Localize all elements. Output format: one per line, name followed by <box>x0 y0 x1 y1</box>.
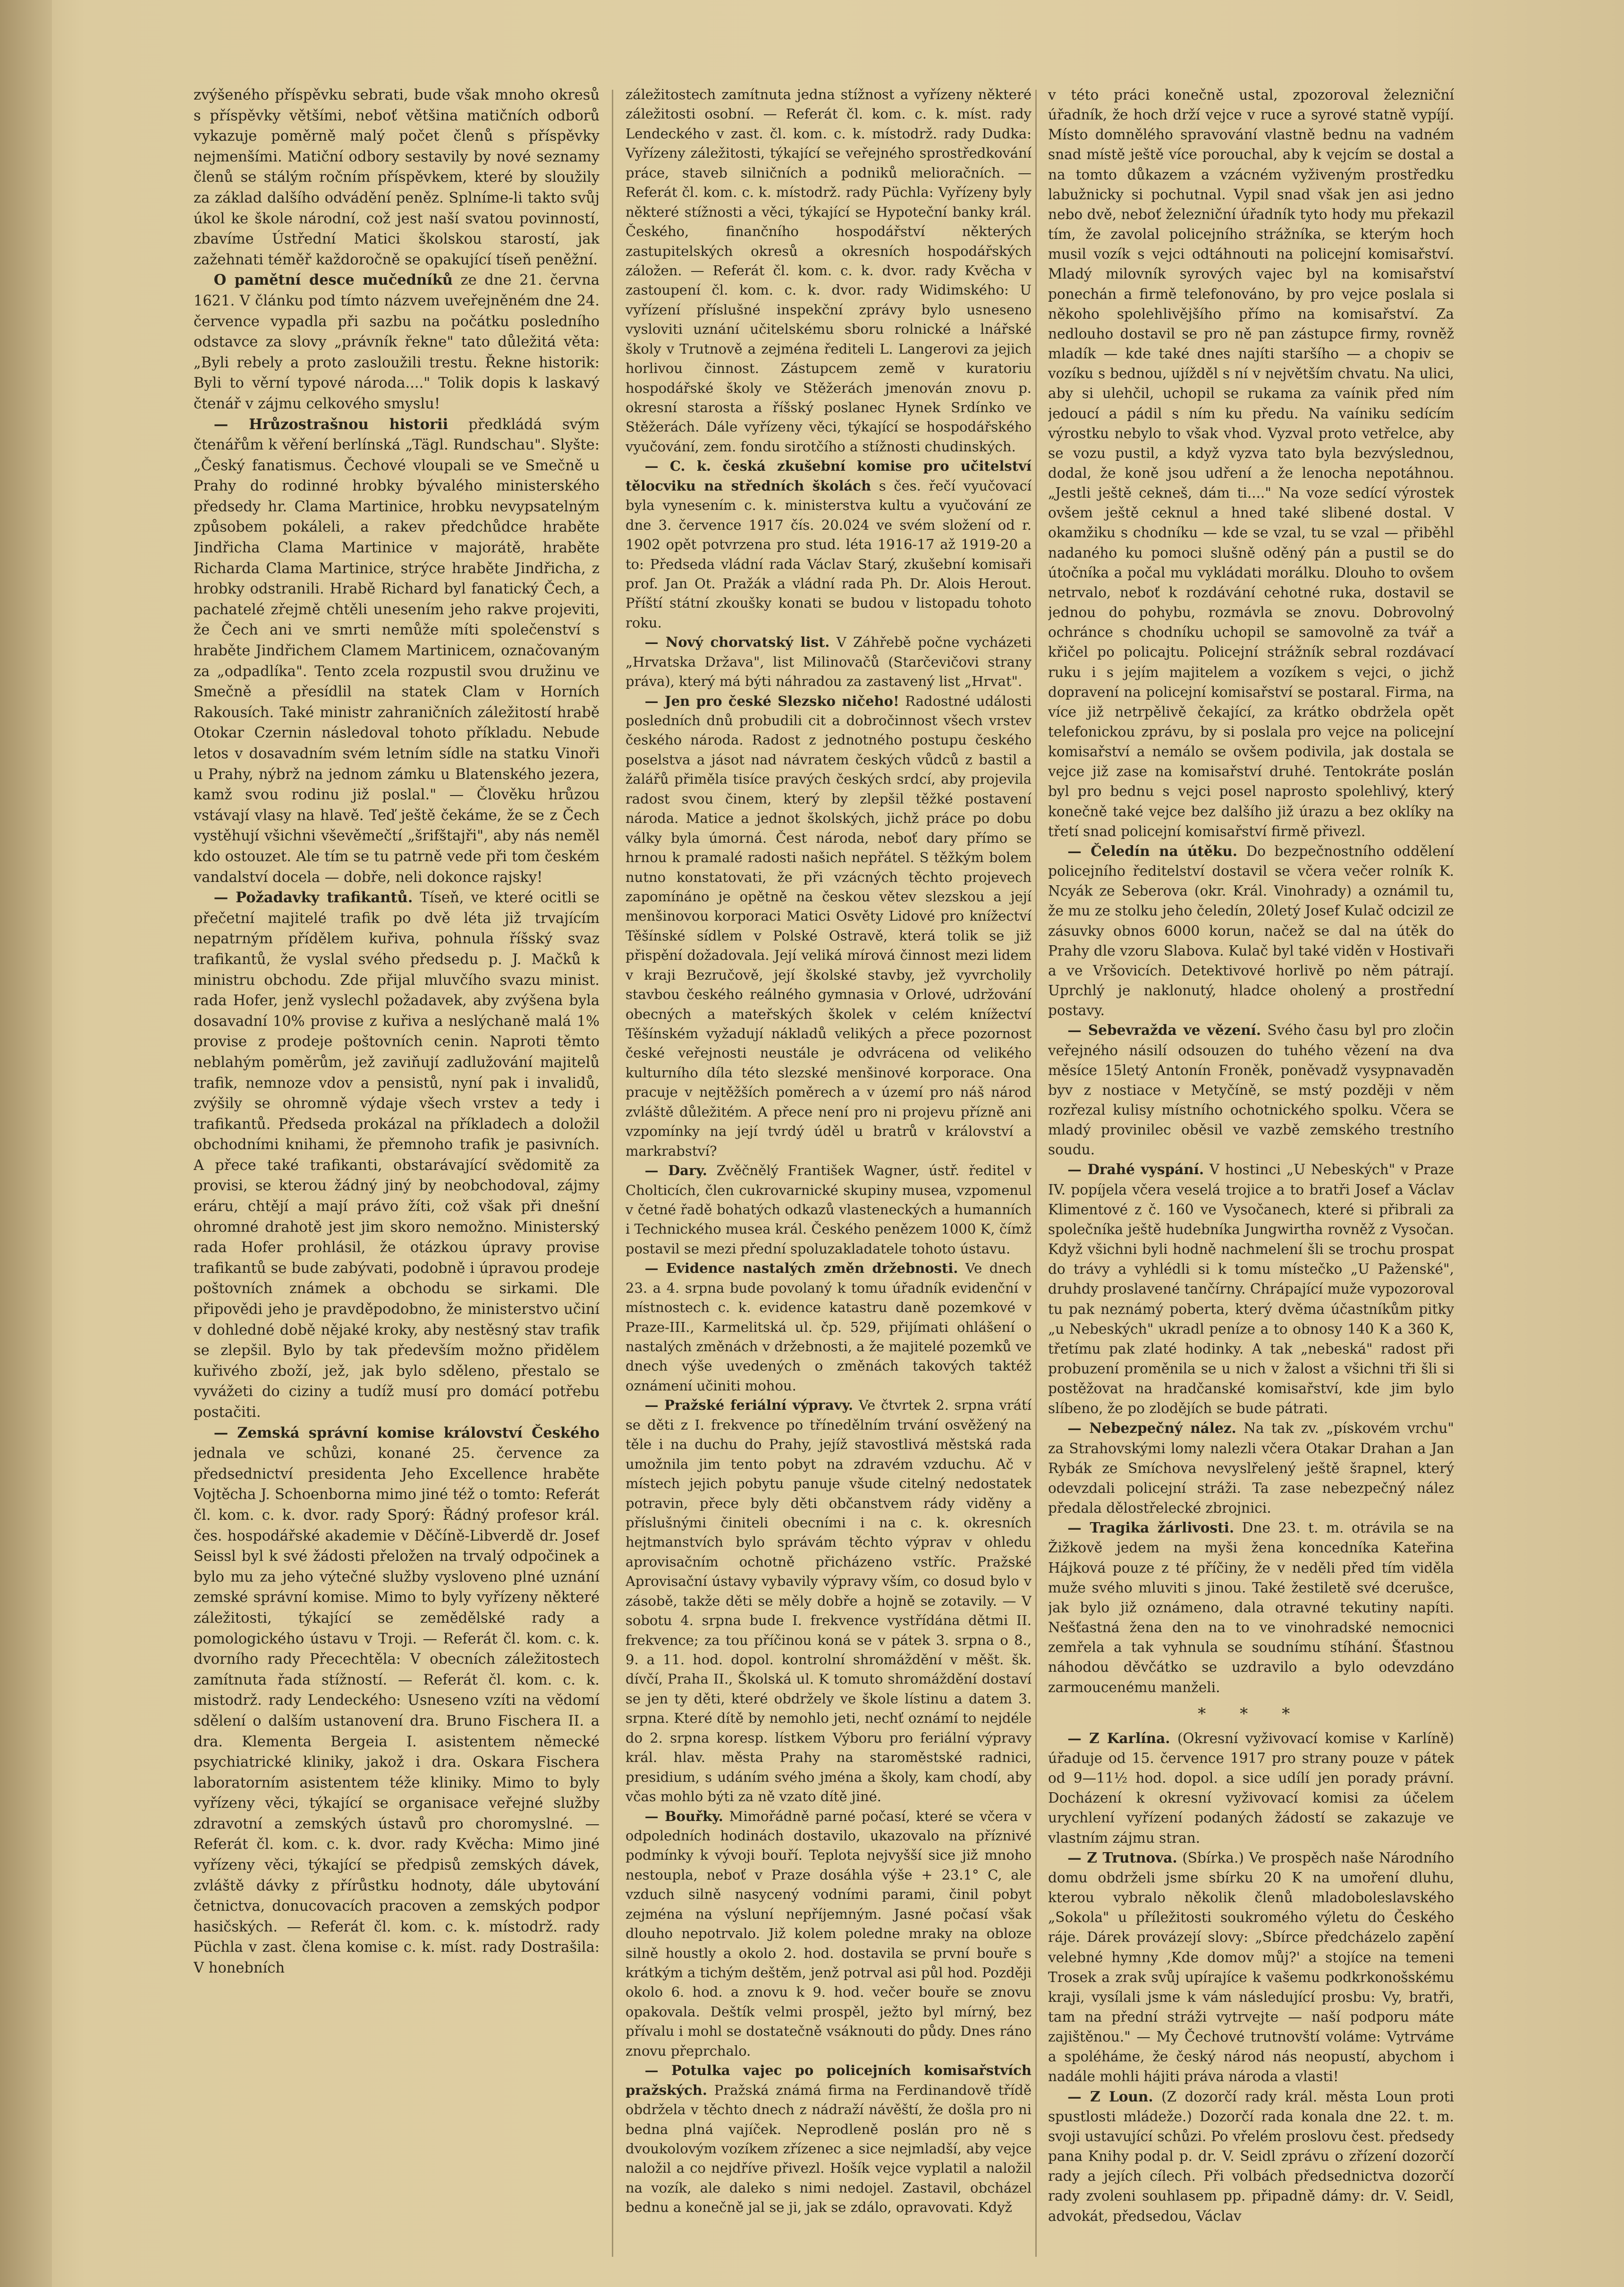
article-body: Pražská známá firma na Ferdinandově třídě obdržela v těchto dnech z nádraží návěští, že došla pro ni bedna plná vajíček. Neprodleně poslán pro ně s dvoukolovým vozíkem zřízenec a sice nejmladší, aby vejce naložil a co nejdříve přivezl. Hošík vejce vyplatil a naložil na vozík, ale daleko s nimi nedojel. Zastavil, obcházel bednu a konečně jal se ji, jak se zdálo, opravovati. Když <box>626 2082 1032 2216</box>
article-body: Do bezpečnostního oddělení policejního ředitelství dostavil se včera večer rolník K. Ncyák ze Seberova (okr. Král. Vinohrady) a oznámil tu, že mu ze stolku jeho čeledín, 20letý Josef Kulač odcizil ze zásuvky obnos 6000 korun, načež se dal na útěk do Prahy dle vzoru Slabova. Kulač byl také viděn v Hostivaři a ve Vršovicích. Detektivové horlivě po něm pátrají. Uprchlý je naklonutý, hladce oholený a prostřední postavy. <box>1048 843 1454 1019</box>
article-body: Mimořádně parné počasí, které se včera v odpoledních hodinách dostavilo, ukazovalo na příznivé podmínky k vývoji bouří. Teplota nejvyšší sice již mnoho nestoupla, neboť v Praze dosáhla výše + 23.1° C, ale vzduch silně nasycený vodními parami, činil pobyt zejména na výsluní nepříjemným. Jasné počasí však dlouho nepotrvalo. Již kolem poledne mraky na obloze silně houstly a okolo 2. hod. dostavila se první bouře s krátkým a tichým deštěm, jenž potrval asi půl hod. Později okolo 6. hod. a znovu k 9. hod. večer bouře se znovu opakovala. Deštík velmi prospěl, ježto byl mírný, bez přívalu i mohl se dostatečně vsáknouti do půdy. Dnes ráno znovu přeprchalo. <box>626 1808 1032 2059</box>
article-headline: — C. k. česká zkušební komise pro učitelství tělocviku na středních školách <box>626 458 1032 494</box>
article-jealousy <box>1048 1518 1454 1697</box>
article-headline: — Potulka vajec po policejních komisařstvích pražských. <box>626 2062 1032 2098</box>
article-body: Svého času byl pro zločin veřejného násilí odsouzen do tuhého vězení na dva měsíce 15letý Antonín Froněk, poněvadž vysypnavaděn byv z nostiace v Metyčíně, se mstý později v něm rozřezal kulisy místního ochotnického spolku. Včera se mladý provinilec oběsil ve vazbě zemského trestního soudu. <box>1048 1022 1454 1158</box>
article-headline: — Z Loun. <box>1067 2088 1153 2105</box>
article-louny <box>1048 2087 1454 2226</box>
article-headline: O pamětní desce mučedníků <box>213 271 453 289</box>
column-2 <box>626 85 1032 2266</box>
article-body: Na tak zv. „pískovém vrchu" za Strahovskými lomy nalezli včera Otakar Drahan a Jan Rybák ze Smíchova nevyslřelený ještě šrapnel, který odevzdali policejní stráži. Ta zase nebezpečný nález předala dělostřelecké zbrojnici. <box>1048 1420 1454 1516</box>
article-horror-story <box>194 415 600 888</box>
article-headline: — Požadavky trafikantů. <box>213 889 413 906</box>
article-body: V hostinci „U Nebeských" v Praze IV. popíjela včera veselá trojice a to bratři Josef a Václav Klimentové z č. 160 ve Vysočanech, které si přibrali za společníka ještě hudebníka Jungwirtha rovněž z Vysočan. Když všichni byli hodně nachmelení šli se trochu prospat do trávy a vyhlédli si k tomu místečko „U Paženské", druhdy proslavené tančírny. Chrápající muže vypozoroval tu pak neznámý poberta, který dvěma účastníkům pitky „u Nebeských" ukradl peníze a to obnosy 140 K a 360 K, třetímu pak zlaté hodinky. A tak „nebeská" radost při probuzení proměnila se u nich v žalost a všichni tři šli si postěžovat na hradčanské komisařství, kde jim bylo slíbeno, že po zlodějích se bude pátrati. <box>1048 1161 1454 1417</box>
article-headline: — Nový chorvatský list. <box>644 634 830 651</box>
article-body: s čes. řečí vyučovací byla vynesením c. k. ministerstva kultu a vyučování ze dne 3. července 1917 čís. 20.024 ve svém složení od r. 1902 opět potvrzena pro stud. léta 1916-17 až 1919-20 a to: Předseda vládní rada Václav Starý, zkušební komisaři prof. Jan Ot. Pražák a vládní rada Ph. Dr. Alois Herout. Příští státní zkoušky konati se budou v listopadu tohoto roku. <box>626 477 1032 631</box>
article-land-registry <box>626 1259 1032 1396</box>
article-exam-commission <box>626 457 1032 633</box>
article-storms <box>626 1807 1032 2061</box>
article-body: Ve dnech 23. a 4. srpna bude povolaný k tomu úřadník evidenční v místnostech c. k. evidence katastru daně pozemkové v Praze-III., Karmelitská ul. čp. 529, přijímati ohlášení o nastalých změnách v držebnosti, a že majitelé pozemků ve dnech výše uvedených o změnách takových taktéž oznámení učiniti mohou. <box>626 1260 1032 1394</box>
article-silesia <box>626 692 1032 1161</box>
article-body: (Z dozorčí rady král. města Loun proti spustlosti mládeže.) Dozorčí rada konala dne 22. t. m. svoji ustavující schůzi. Po vřelém proslovu čest. předsedy pana Knihy podal p. dr. V. Seidl zprávu o zřízení dozorčí rady a jejích cílech. Při volbách předsednictva dozorčí rady zvoleni souhlasem pp. připadně dámy: dr. V. Seidl, advokát, předsedou, Václav <box>1048 2088 1454 2224</box>
article-body: Ve čtvrtek 2. srpna vrátí se děti z I. frekvence po třínedělním trvání osvěžený na těle i na duchu do Prahy, jejíž stavostlivá městská rada umožnila jim tento pobyt na zdravém vzduchu. Ač v místech jejich pobytu panuje všude citelný nedostatek potravin, přece byly děti občanstvem rády viděny a příslušnými činiteli obecními i na c. k. okresních hejtmanstvích bylo správám těchto výprav v ohledu aprovisačním ochotně přicházeno vstříc. Pražské Aprovisační ústavy vybavily výpravy vším, co dosud bylo v zásobě, takže děti se měly dobře a hojně se zotavily. — V sobotu 4. srpna bude I. frekvence vystřídána dětmi II. frekvence; za tou příčinou koná se v pátek 3. srpna o 8., 9. a 11. hod. dopol. kontrolní shromáždění v měšt. šk. dívčí, Praha II., Školská ul. K tomuto shromáždění dostaví se jen ty děti, které obdržely ve škole lístinu a datem 3. srpna. Které dítě by nemohlo jeti, nechť oznámí to nejdéle do 2. srpna koresp. lístkem Výboru pro feriální výpravy král. hlav. města Prahy na staroměstské radnici, presidium, s udáním svého jména a školy, kam chodí, aby včas mohlo býti za ně vzato dítě jiné. <box>626 1397 1032 1805</box>
article-tobacconists <box>194 888 600 1423</box>
column-1 <box>194 85 600 2266</box>
article-headline: — Nebezpečný nález. <box>1067 1420 1236 1437</box>
page-binding-edge <box>0 0 52 2287</box>
article-prison-suicide <box>1048 1020 1454 1160</box>
article-dangerous-find <box>1048 1418 1454 1518</box>
article-body: Tíseň, ve které ocitli se přečetní majitelé trafik po dvě léta již trvajícím nepatrným přídělem kuřiva, pohnula říšský svaz trafikantů, že vyslal svého předsedu p. J. Mačků k ministru obchodu. Zde přijal mluvčího svazu minist. rada Hofer, jenž vyslechl požadavek, aby zvýšena byla dosavadní 10% provise z kuřiva a neslýchaně malá 1% provise z prodeje poštovních cenin. Naproti těmto neblahým poměrům, jež zaviňují zadlužování majitelů trafik, nemnoze vdov a pensistů, nyní pak i invalidů, zvýšily se ohromně výdaje všech vrstev a tedy i trafikantů. Předseda prokázal na příkladech a doložil obchodními knihami, že přemnoho trafik je pasivních. A přece také trafikanti, obstarávající svědomitě za provisi, se kterou žádný jiný by neobchodoval, zájmy eráru, chtějí a mají právo žíti, což však při dnešní ohromné drahotě jest jim skoro nemožno. Ministerský rada Hofer prohlásil, že otázkou úpravy provise trafikantů se bude zabývati, podobně i úpravou prodeje poštovních známek a obchodu se sirkami. Dle připovědi jeho je pravděpodobno, že ministerstvo učiní v dohledné době nějaké kroky, aby nestěsný stav trafik se zlepšil. Bylo by tak především možno přidělem kuřivého zboží, jež, jak bylo sděleno, přestalo se vyvážeti do ciziny a tudíž musí pro domácí potřebu postačiti. <box>194 889 600 1421</box>
article-farmhand <box>1048 841 1454 1020</box>
article-body: ze dne 21. června 1621. V článku pod tímto názvem uveřejněném dne 24. července vypadla při sazbu na počátku posledního odstavce za slovy „právník řekne" tato důležitá věta: „Byli rebely a proto zasloužili trestu. Řekne historik: Byli to věrní typové národa...." Tolik dopis k laskavý čtenář v zájmu celkového smyslu! <box>194 272 600 412</box>
article-paragraph: záležitostech zamítnuta jedna stížnost a vyřízeny některé záležitosti osobní. — Referát čl. kom. c. k. míst. rady Lendeckého v zast. čl. kom. c. k. místodrž. rady Dudka: Vyřízeny záležitosti, týkající se veřejného sprostředkování práce, staveb silničních a podniků melioračních. — Referát čl. kom. c. k. místodrž. rady Püchla: Vyřízeny byly některé stížnosti a věci, týkající se Hypoteční banky král. Českého, finančního hospodářství některých zastupitelských okresů a okresních hospodářských záložen. — Referát čl. kom. c. k. dvor. rady Kvěcha v zastoupení čl. kom. c. k. dvor. rady Widimského: U vyřízení příslušné inspekční zprávy bylo usneseno vysloviti uznání učitelskému sboru rolnické a lnářské školy v Trutnově a zejména řediteli L. Langerovi za jejich horlivou činnost. Zástupcem země v kuratoriu hospodářské školy ve Stěžerách jmenován znovu p. okresní starosta a říšský poslanec Hynek Srdínko ve Stěžerách. Dále vyřízeny věci, týkající se hospodářského vyučování, zem. fondu sirotčího a stížnosti chudinských. <box>626 86 1032 455</box>
article-holiday-trips <box>626 1396 1032 1806</box>
article-headline: — Čeledín na útěku. <box>1067 842 1238 859</box>
article-body: Dne 23. t. m. otrávila se na Žižkově jedem na myši žena koncedníka Kateřina Hájková pouze z té příčiny, že v neděli před tím viděla muže svého mluviti s jinou. Také žestiletě své dcerušce, jak bylo již oznámeno, dala otravné tekutiny napíti. Nešťastná žena den na to ve vinohradské nemocnici zemřela a tak vyhnula se soudnímu stíhání. Šťastnou náhodou děvčátko se uzdravilo a bylo odevzdáno zarmoucenému manželi. <box>1048 1520 1454 1695</box>
article-body: jednala ve schůzi, konané 25. července za předsednictví presidenta Jeho Excellence hraběte Vojtěcha J. Schoenborna mimo jiné též o tomto: Referát čl. kom. c. k. dvor. rady Sporý: Řádný profesor král. čes. hospodářské akademie v Děčíně-Libverdě dr. Josef Seissl byl k své žádosti přeložen na trvalý odpočinek a bylo mu za jeho výtečné služby vysloveno plné uznání zemské správní komise. Mimo to byly vyřízeny některé záležitosti, týkající se zemědělské rady a pomologického ústavu v Troji. — Referát čl. kom. c. k. dvorního rady Přecechtěla: V obecních záležitostech zamítnuta řada stížností. — Referát čl. kom. c. k. mistodrž. rady Lendeckého: Usneseno vzíti na vědomí sdělení o dalším ustanovení dra. Bruno Fischera II. a dra. Klementa Bergeia I. asistentem německé psychiatrické kliniky, jakož i dra. Oskara Fischera laboratorním asistentem téže kliniky. Mimo to byly vyřízeny věci, týkající se organisace veřejné služby zdravotní a zemských ústavů pro choromyslné. — Referát čl. kom. c. k. dvor. rady Kvěcha: Mimo jiné vyřízeny věci, týkající se předpisů zemských dávek, zvláště dávky z přírůstku hodnoty, dále ubytování četnictva, donucovacích pracoven a zemských podpor hasičských. — Referát čl. kom. c. k. místodrž. rady Püchla v zast. člena komise c. k. míst. rady Dostrašila: V honebních <box>194 1445 600 1977</box>
article-expensive-nap <box>1048 1160 1454 1418</box>
article-headline: — Dary. <box>644 1162 707 1179</box>
article-headline: — Bouřky. <box>644 1808 724 1824</box>
article-body: Zvěčnělý František Wagner, ústř. ředitel v Cholticích, člen cukrovarnické skupiny musea, vzpomenul v četné řadě bohatých odkazů vlasteneckých a humanních i Technického musea král. Českého penězem 1000 K, čímž postavil se mezi přední spoluzakladatele tohoto ústavu. <box>626 1162 1032 1257</box>
article-headline: — Drahé vyspání. <box>1067 1161 1204 1178</box>
article-headline: — Zemská správní komise království Českého <box>213 1424 600 1441</box>
article-trutnov <box>1048 1848 1454 2087</box>
article-paragraph: v této práci konečně ustal, zpozoroval železniční úřadník, že hoch drží vejce v ruce a syrové statně vypíjí. Místo domnělého spravování vlastně bednu na vadném snad místě ještě více porouchal, aby k vejcím se dostal a na tomto důkazem a vzácném vyživeným prostředku labužnicky si pochutnal. Vypil snad však jen asi jedno nebo dvě, neboť železniční úřadník tyto hody mu překazil tím, že zavolal policejního strážníka, se kterým hoch musil vozík s vejci odtáhnouti na policejní komisařství. Mladý milovník syrových vajec byl na komisařství ponechán a firmě telefonováno, by pro vejce poslala si někoho spolehlivějšího přímo na komisařství. Za nedlouho dostavil se pro ně pan zástupce firmy, rovněž mladík — kde také dnes najíti staršího — a chopiv se vozíku s bednou, ujížděl s ní v největším chvatu. Na ulici, aby si ulehčil, uchopil se rukama za vaínik před ním jedoucí a pádil s ním ku předu. Na vaíniku sedícím výrostku nebylo to však vhod. Vyzval proto vetřelce, aby se vozu pustil, a když vyzva tato byla bezvýslednou, dodal, že koně jsou udření a že lenocha nepotáhnou. „Jestli ještě cekneš, dám ti...." Na voze sedící výrostek ovšem ještě ceknul a hned také slibené dostal. V okamžiku s chodníku — kde se vzal, tu se vzal — přiběhl nadaného ku pomoci slušně oděný pán a pustil se do útočníka a počal mu vykládati morálku. Dlouho to ovšem netrvalo, neboť k rozdávání cehotné ruka, dostavil se jednou do pohybu, rozmávla se znovu. Dobrovolný ochránce s chodníku uchopil se samovolně za tvář a křičel po policajtu. Policejní strážník sebral rozdávací ruku i s jejím majitelem a vozíkem s vejci, o jichž dopravení na policejní komisařství se postaral. Firma, na více již netrpělivě čekající, za krátko obdržela opět telefonickou zprávu, by si poslala pro vejce na policejní komisařství a nemálo se ovšem podivila, jak dostala se vejce již zase na komisařství druhé. Tentokráte poslán byl pro bednu s vejci posel naprosto spolehlivý, který konečně také vejce bez dalšího již úrazu a bez oklíky na třetí snad policejní komisařství firmě přivezl. <box>1048 87 1454 839</box>
article-body: V Záhřebě počne vycházeti „Hrvatska Država", list Milinovačů (Starčevičovi strany práva), který má býti náhradou za zastavený list „Hrvat". <box>626 634 1032 690</box>
column-rule-1 <box>612 90 613 2257</box>
article-headline: — Hrůzostrašnou historii <box>213 415 448 433</box>
article-memorial-plaque <box>194 270 600 414</box>
article-donations <box>626 1161 1032 1259</box>
article-headline: — Sebevražda ve vězení. <box>1067 1022 1261 1039</box>
article-headline: — Jen pro české Slezsko ničeho! <box>644 693 899 709</box>
article-headline: — Evidence nastalých změn držebnosti. <box>644 1260 958 1277</box>
article-paragraph: zvýšeného příspěvku sebrati, bude však mnoho okresů s příspěvky většími, neboť většina matičních odborů vykazuje poměrně malý počet členů s příspěvky nejmenšími. Matiční odbory sestavily by nové seznamy členů se stálým ročním příspěvkem, které by sloužily za základ dalšího odvádění peněz. Splníme-li takto svůj úkol ke škole národní, což jest naší svatou povinností, zbavíme Ústřední Matici školskou starostí, jak zažehnati téměř každoročně se opakující tíseň peněžní. <box>194 87 600 268</box>
article-body: Radostné události posledních dnů probudili cit a dobročinnost všech vrstev českého národa. Radost z jednotného postupu českého poselstva a jásot nad návratem českých vůdců z bastil a žalářů přiměla tisíce pravých českých srdcí, aby projevila radost svou činem, který by zlepšil těžké postavení národa. Matice a jednot školských, jichž práce po dobu války byla úmorná. Čest národa, neboť dary přímo se hrnou k pramalé radosti našich nepřátel. S těžkým bolem nutno konstatovati, že při vzácných těchto projevech zapomínáno je opětně na českou větev slezskou a její menšinovou korporaci Matici Osvěty Lidové pro knížectví Těšínské sídlem v Polské Ostravě, která tolik se již přispění dožadovala. Její veliká mírová činnost mezi lidem v kraji Bezručově, její školské stavby, jež vyvrcholily stavbou českého reálného gymnasia v Orlové, udržování obecných a mateřských školek v celém knížectví Těšínském vyžadují nákladů velikých a přece pozornost české veřejnosti neustále je odvrácena od velikého kulturního díla této slezské menšinové korporace. Ona pracuje v nejtěžších poměrech a v území pro náš národ zvláště důležitém. A přece není pro ni projevu přízně ani vzpomínky na její tvrdý úděl u bratrů v království a markrabství? <box>626 693 1032 1159</box>
article-headline: — Pražské feriální výpravy. <box>644 1397 854 1414</box>
column-3 <box>1048 85 1454 2266</box>
column-rule-2 <box>1035 90 1037 2257</box>
article-body: předkládá svým čtenářům k věření berlínská „Tägl. Rundschau". Slyšte: „Český fanatismus. Čechové vloupali se ve Smečně u Prahy do rodinné hrobky bývalého ministerského předsedy hr. Clama Martinice, hrobku nevypsatelným způsobem pokáleli, a rakev předchůdce hraběte Jindřicha Clama Martinice v majorátě, hraběte Richarda Clama Martinice, strýce hraběte Jindřicha, z hrobky odstranili. Hrabě Richard byl fanatický Čech, a pachatelé zřejmě chtěli unesením jeho rakve projeviti, že Čech ani ve smrti nemůže míti společenství s hraběte Jindřichem Clamem Martinicem, označovaným za „odpadlíka". Tento zcela rozpustil svou družinu ve Smečně a přesídlil na statek Clam v Horních Rakousích. Také ministr zahraničních záležitostí hrabě Otokar Czernin následoval tohoto příkladu. Nebude letos v dosavadním svém letním sídle na statku Vinoři u Prahy, nýbrž na jednom zámku u Blatenského jezera, kamž svou rodinu již poslal." — Člověku hrůzou vstávají vlasy na hlavě. Teď ještě čekáme, že se z Čech vystěhují všichni vševěmečtí „šrifštajři", aby nás neměl kdo ostouzet. Ale tím se tu patrně vede při tom českém vandalství docela — dobře, neli dokonce rajsky! <box>194 416 600 886</box>
article-karlin <box>1048 1728 1454 1848</box>
article-body: (Sbírka.) Ve prospěch naše Národního domu obdrželi jsme sbírku 20 K na umoření dluhu, kterou vybralo několik členů mladoboleslavského „Sokola" u příležitosti soukromého výletu do Českého ráje. Dárek provázejí slovy: „Sbírce předcházelo zapění velebné hymny ‚Kde domov můj?' a stojíce na temeni Trosek a zrak svůj upírajíce k vašemu podkrkonošskému kraji, vysílali jsme k vám následující prosbu: Vy, bratři, tam na přední stráži vytrvejte — naší podporu máte zajištěnou." — My Čechové trutnovští voláme: Vytrváme a spoléháme, že český národ nás neopustí, abychom i nadále mohli hájiti práva národa a vlasti! <box>1048 1849 1454 2085</box>
article-eggs <box>626 2061 1032 2218</box>
section-divider: * * * <box>1198 1704 1304 1723</box>
article-land-commission <box>194 1423 600 1979</box>
article-headline: — Tragika žárlivosti. <box>1067 1519 1235 1536</box>
article-body: (Okresní vyživovací komise v Karlíně) úřaduje od 15. července 1917 pro strany pouze v pátek od 9—11½ hod. dopol. a sice udílí jen porady právní. Docházení k okresní vyživovací komisi za účelem urychlení vyřízení podaných žádostí se zakazuje ve vlastním zájmu stran. <box>1048 1730 1454 1846</box>
article-headline: — Z Karlína. <box>1067 1729 1170 1746</box>
article-headline: — Z Trutnova. <box>1067 1849 1177 1866</box>
article-croatian-paper <box>626 633 1032 691</box>
